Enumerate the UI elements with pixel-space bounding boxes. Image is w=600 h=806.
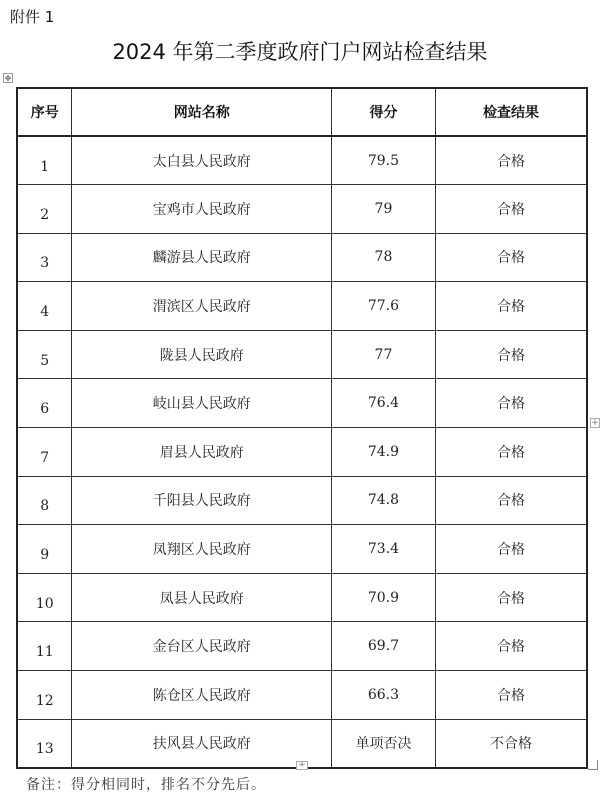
cell-score: 79.5 — [331, 136, 435, 185]
table-row — [17, 671, 587, 720]
cell-score: 66.3 — [331, 671, 435, 720]
cell-site-name: 千阳县人民政府 — [72, 476, 331, 525]
cell-result: 合格 — [435, 233, 587, 282]
table-row — [17, 622, 587, 671]
cell-site-name: 扶风县人民政府 — [72, 719, 331, 768]
cell-seq: 10 — [17, 573, 72, 622]
cell-result: 合格 — [435, 573, 587, 622]
cell-score: 76.4 — [331, 379, 435, 428]
cell-score: 77.6 — [331, 282, 435, 331]
cell-seq: 6 — [17, 379, 72, 428]
cell-result: 合格 — [435, 185, 587, 234]
cell-site-name: 渭滨区人民政府 — [72, 282, 331, 331]
add-column-icon[interactable]: + — [296, 761, 308, 770]
cell-seq: 7 — [17, 428, 72, 477]
header-seq: 序号 — [17, 88, 72, 136]
page-title: 2024 年第二季度政府门户网站检查结果 — [112, 40, 488, 64]
cell-result: 不合格 — [435, 719, 587, 768]
table-move-handle-icon[interactable]: ✥ — [4, 74, 12, 83]
cell-result: 合格 — [435, 622, 587, 671]
cell-site-name: 凤县人民政府 — [72, 573, 331, 622]
cell-site-name: 金台区人民政府 — [72, 622, 331, 671]
cell-site-name: 麟游县人民政府 — [72, 233, 331, 282]
cell-site-name: 陇县人民政府 — [72, 330, 331, 379]
cell-site-name: 岐山县人民政府 — [72, 379, 331, 428]
table-row — [17, 379, 587, 428]
cell-result: 合格 — [435, 379, 587, 428]
cell-result: 合格 — [435, 428, 587, 477]
cell-seq: 8 — [17, 476, 72, 525]
cell-result: 合格 — [435, 476, 587, 525]
cell-seq: 12 — [17, 671, 72, 720]
cell-seq: 5 — [17, 330, 72, 379]
header-site-name: 网站名称 — [72, 88, 331, 136]
cell-seq: 4 — [17, 282, 72, 331]
table-row — [17, 525, 587, 574]
table-row — [17, 573, 587, 622]
cell-score: 单项否决 — [331, 719, 435, 768]
cell-site-name: 陈仓区人民政府 — [72, 671, 331, 720]
table-row — [17, 136, 587, 185]
cell-result: 合格 — [435, 330, 587, 379]
cell-score: 77 — [331, 330, 435, 379]
cell-seq: 11 — [17, 622, 72, 671]
cell-result: 合格 — [435, 282, 587, 331]
header-result: 检查结果 — [435, 88, 587, 136]
cell-seq: 13 — [17, 719, 72, 768]
table-row — [17, 428, 587, 477]
cell-seq: 3 — [17, 233, 72, 282]
table-row — [17, 476, 587, 525]
table-row — [17, 185, 587, 234]
cell-score: 70.9 — [331, 573, 435, 622]
cell-seq: 9 — [17, 525, 72, 574]
results-table — [16, 87, 588, 769]
cell-score: 74.9 — [331, 428, 435, 477]
cell-score: 73.4 — [331, 525, 435, 574]
table-resize-handle[interactable] — [588, 760, 598, 770]
table-row — [17, 282, 587, 331]
cell-result: 合格 — [435, 671, 587, 720]
table-row — [17, 233, 587, 282]
table-header-row — [17, 88, 587, 136]
header-score: 得分 — [331, 88, 435, 136]
footnote: 备注：得分相同时，排名不分先后。 — [26, 777, 266, 793]
cell-site-name: 宝鸡市人民政府 — [72, 185, 331, 234]
attachment-label: 附件 1 — [10, 8, 55, 26]
cell-score: 69.7 — [331, 622, 435, 671]
add-row-icon[interactable]: + — [591, 418, 599, 428]
cell-site-name: 眉县人民政府 — [72, 428, 331, 477]
cell-score: 74.8 — [331, 476, 435, 525]
table-row — [17, 330, 587, 379]
cell-site-name: 太白县人民政府 — [72, 136, 331, 185]
cell-result: 合格 — [435, 525, 587, 574]
cell-score: 79 — [331, 185, 435, 234]
cell-seq: 1 — [17, 136, 72, 185]
cell-result: 合格 — [435, 136, 587, 185]
cell-score: 78 — [331, 233, 435, 282]
cell-site-name: 凤翔区人民政府 — [72, 525, 331, 574]
cell-seq: 2 — [17, 185, 72, 234]
